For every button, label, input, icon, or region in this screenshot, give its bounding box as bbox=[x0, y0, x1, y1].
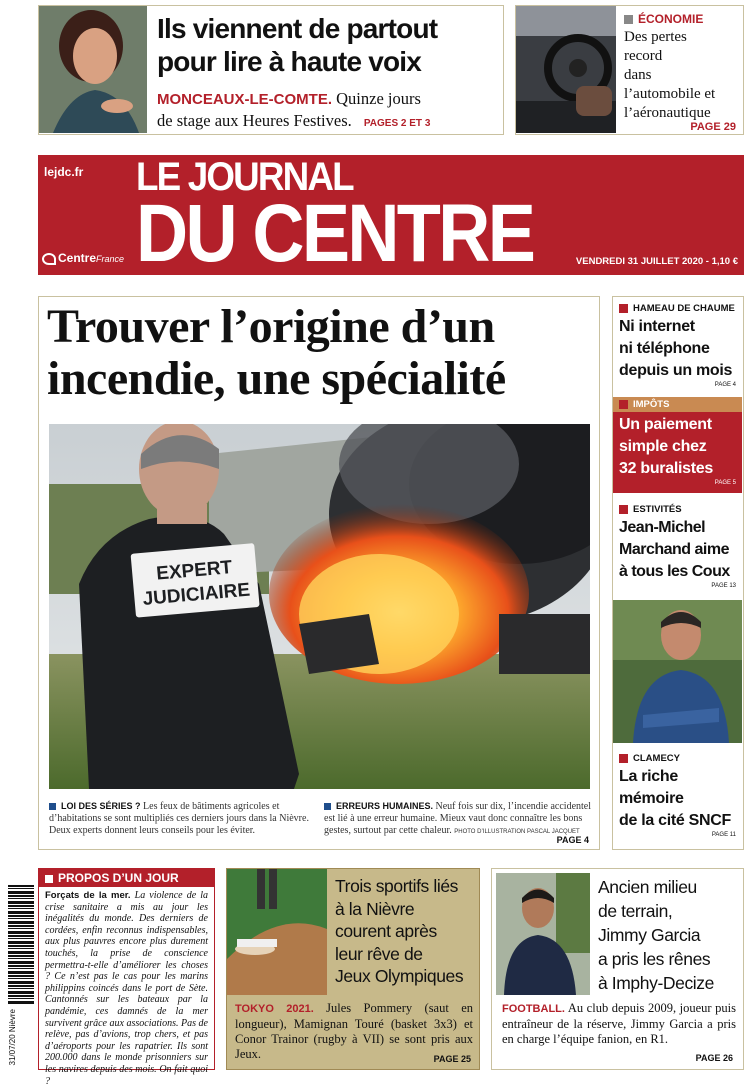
site-url[interactable]: lejdc.fr bbox=[44, 165, 84, 179]
man-portrait-icon bbox=[613, 600, 742, 743]
economie-text: Des pertes record dans l’automobile et l’aéronautique bbox=[624, 29, 716, 121]
square-bullet-icon bbox=[624, 15, 633, 24]
lead-page: PAGE 4 bbox=[556, 835, 589, 845]
square-bullet-icon bbox=[45, 875, 53, 883]
teaser-kicker: MONCEAUX-LE-COMTE. bbox=[157, 91, 332, 108]
caption-left: LOI DES SÉRIES ? Les feux de bâtiments agricoles et d’habitations se sont multipliés ces derniers jours dans la Nièvre. Deux experts donnent leurs conseils pour les éviter. bbox=[49, 801, 309, 836]
sidebar-item-clamecy[interactable]: CLAMECY La riche mémoire de la cité SNCF PAGE 11 bbox=[619, 753, 736, 838]
coach-portrait-icon bbox=[496, 873, 590, 995]
vest-text-2: JUDICIAIRE bbox=[141, 579, 251, 610]
propos-text: Forçats de la mer. La violence de la crise sanitaire a mis au jour les inégalités du monde. Des derniers de cordées, enfin reconnus indispensables, aux plus pauvres encore plus durement touchés, la prise de conscience permettra-t-elle d’améliorer les choses ? Ce n’est pas le cas pour les marins philippins coincés dans le port de Sète. Cantonnés sur les bateaux par la pandémie, ces damnés de la mer survivent grâce aux associations. Pas de relève, pas d’avions, trop chers, et pas d’aéroports pour les rapatrier. Ils sont 200.000 dans le monde prisonniers sur les navires depuis des mois. On fait quoi ? bbox=[45, 890, 209, 1087]
barcode-dept: Nièvre bbox=[8, 1009, 17, 1033]
masthead bbox=[38, 155, 744, 279]
fire-scene-icon bbox=[49, 424, 590, 789]
tokyo-page: PAGE 25 bbox=[433, 1054, 471, 1064]
square-bullet-icon bbox=[619, 505, 628, 514]
sidebar bbox=[612, 296, 744, 850]
rubric-economie: ÉCONOMIE bbox=[624, 12, 742, 26]
lead-photo bbox=[49, 424, 590, 789]
sidebar-photo-man bbox=[613, 600, 742, 743]
tokyo-text: TOKYO 2021. Jules Pommery (saut en longueur), Mamignan Touré (basket 3x3) et Conor Trainor (rugby à VII) se sont pris aux Jeux. bbox=[235, 1001, 474, 1061]
vest-text-1: EXPERT bbox=[155, 557, 234, 585]
barcode bbox=[8, 885, 34, 1070]
propos-header: PROPOS D’UN JOUR bbox=[39, 869, 214, 887]
barcode-date: 31/07/20 bbox=[8, 1034, 17, 1066]
issue-date: VENDREDI 31 JUILLET 2020 - 1,10 € bbox=[575, 256, 738, 267]
teaser-photo-woman bbox=[39, 6, 147, 133]
lead-story[interactable] bbox=[38, 296, 600, 850]
masthead-title: LE JOURNAL DU CENTRE bbox=[136, 155, 534, 279]
teaser-title: Ils viennent de partout pour lire à haute voix bbox=[157, 13, 438, 77]
sidebar-item-impots[interactable]: IMPÔTS Un paiement simple chez 32 buralistes PAGE 5 bbox=[613, 397, 742, 493]
long-jump-icon bbox=[227, 869, 327, 995]
square-bullet-icon bbox=[619, 304, 628, 313]
football-title: Ancien milieu de terrain, Jimmy Garcia a pris les rênes à Imphy-Decize bbox=[598, 877, 714, 993]
teaser-pages: PAGES 2 ET 3 bbox=[363, 118, 431, 129]
woman-illustration-icon bbox=[39, 6, 147, 133]
economie-page: PAGE 29 bbox=[690, 121, 736, 133]
car-dashboard-icon bbox=[516, 6, 616, 133]
football-text: FOOTBALL. Au club depuis 2009, joueur puis entraîneur de la réserve, Jimmy Garcia a pris en charge l’équipe fanion, en R1. bbox=[502, 1001, 736, 1046]
teaser-text: MONCEAUX-LE-COMTE. Quinze jours de stage aux Heures Festives. PAGES 2 ET 3 bbox=[157, 89, 431, 130]
square-bullet-icon bbox=[619, 400, 628, 409]
barcode-icon bbox=[8, 885, 34, 1005]
sidebar-item-hameau[interactable]: HAMEAU DE CHAUME Ni internet ni téléphone depuis un mois PAGE 4 bbox=[619, 303, 736, 388]
square-bullet-icon bbox=[49, 803, 56, 810]
football-page: PAGE 26 bbox=[695, 1053, 733, 1063]
cf-logo-icon bbox=[42, 253, 56, 265]
football-story[interactable] bbox=[491, 868, 744, 1070]
teaser-top-left[interactable] bbox=[38, 5, 504, 135]
tokyo-photo bbox=[227, 869, 327, 995]
square-bullet-icon bbox=[619, 754, 628, 763]
propos-box[interactable] bbox=[38, 868, 215, 1087]
lead-headline: Trouver l’origine d’un incendie, une spécialité bbox=[47, 300, 506, 405]
tokyo-title: Trois sportifs liés à la Nièvre courent après leur rêve de Jeux Olympiques bbox=[335, 876, 464, 986]
football-photo bbox=[496, 873, 590, 995]
square-bullet-icon bbox=[324, 803, 331, 810]
caption-right: ERREURS HUMAINES. Neuf fois sur dix, l’incendie accidentel est lié à une erreur humaine. Mieux vaut donc connaître les bons gestes, surtout par cette chaleur. PHOTO D’ILLUSTRATION PASCAL JACQUET bbox=[324, 801, 592, 836]
teaser-photo-car bbox=[516, 6, 616, 133]
teaser-top-right[interactable] bbox=[515, 5, 744, 135]
sidebar-item-estivites[interactable]: ESTIVITÉS Jean-Michel Marchand aime à tous les Coux PAGE 13 bbox=[619, 504, 736, 589]
tokyo-story[interactable] bbox=[226, 868, 480, 1070]
centre-france-logo: CentreFrance bbox=[42, 251, 124, 265]
